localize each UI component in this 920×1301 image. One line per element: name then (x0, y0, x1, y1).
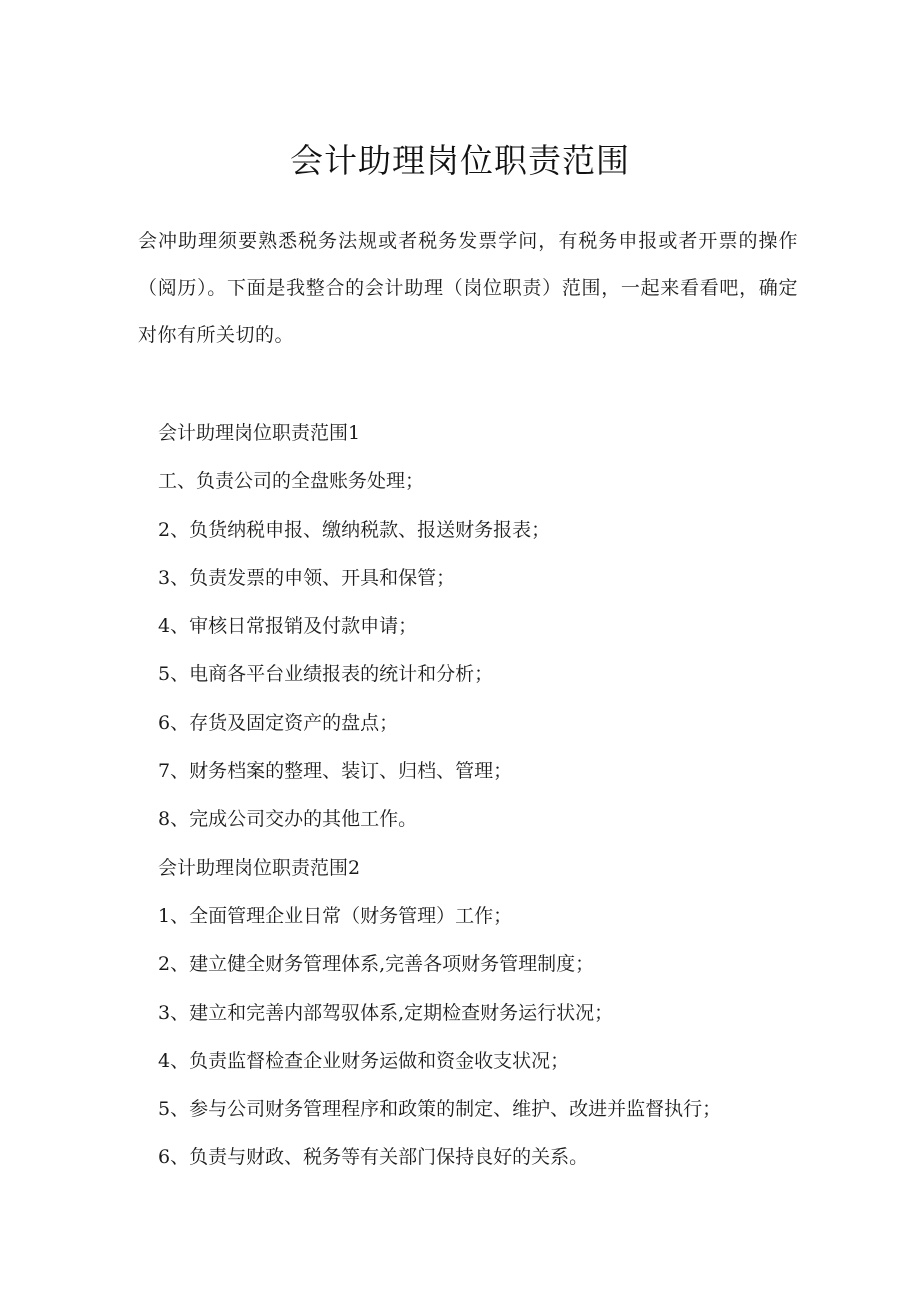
list-item: 5、参与公司财务管理程序和政策的制定、维护、改进并监督执行； (158, 1098, 722, 1121)
list-item: 6、存货及固定资产的盘点； (158, 711, 399, 734)
section-heading: 会计助理岗位职责范围1 (158, 422, 361, 444)
list-item: 2、建立健全财务管理体系,完善各项财务管理制度； (158, 953, 595, 976)
section-heading: 会计助理岗位职责范围2 (158, 856, 361, 879)
list-item: 8、完成公司交办的其他工作。 (158, 808, 418, 831)
list-item: 2、负货纳税申报、缴纳税款、报送财务报表； (158, 518, 551, 541)
list-item: 4、审核日常报销及付款申请； (158, 615, 418, 638)
list-item: 7、财务档案的整理、装订、归档、管理； (158, 760, 513, 783)
page-title: 会计助理岗位职责范围 (290, 141, 630, 180)
list-item: 6、负责与财政、税务等有关部门保持良好的关系。 (158, 1146, 589, 1169)
list-item: 1、全面管理企业日常（财务管理）工作； (158, 904, 513, 927)
intro-paragraph: 会冲助理须要熟悉税务法规或者税务发票学问，有税务申报或者开票的操作（阅历）。下面是我整合的会计助理（岗位职责）范围，一起来看看吧，确定对你有所关切的。 (138, 230, 798, 346)
list-item: 3、建立和完善内部驾驭体系,定期检查财务运行状况； (158, 1001, 614, 1024)
list-item: 5、电商各平台业绩报表的统计和分析； (158, 663, 494, 686)
responsibility-list (158, 409, 858, 1182)
list-item: 工、负责公司的全盘账务处理； (158, 470, 425, 493)
list-item: 3、负责发票的申领、开具和保管； (158, 566, 456, 589)
list-item: 4、负责监督检查企业财务运做和资金收支状况； (158, 1049, 570, 1072)
